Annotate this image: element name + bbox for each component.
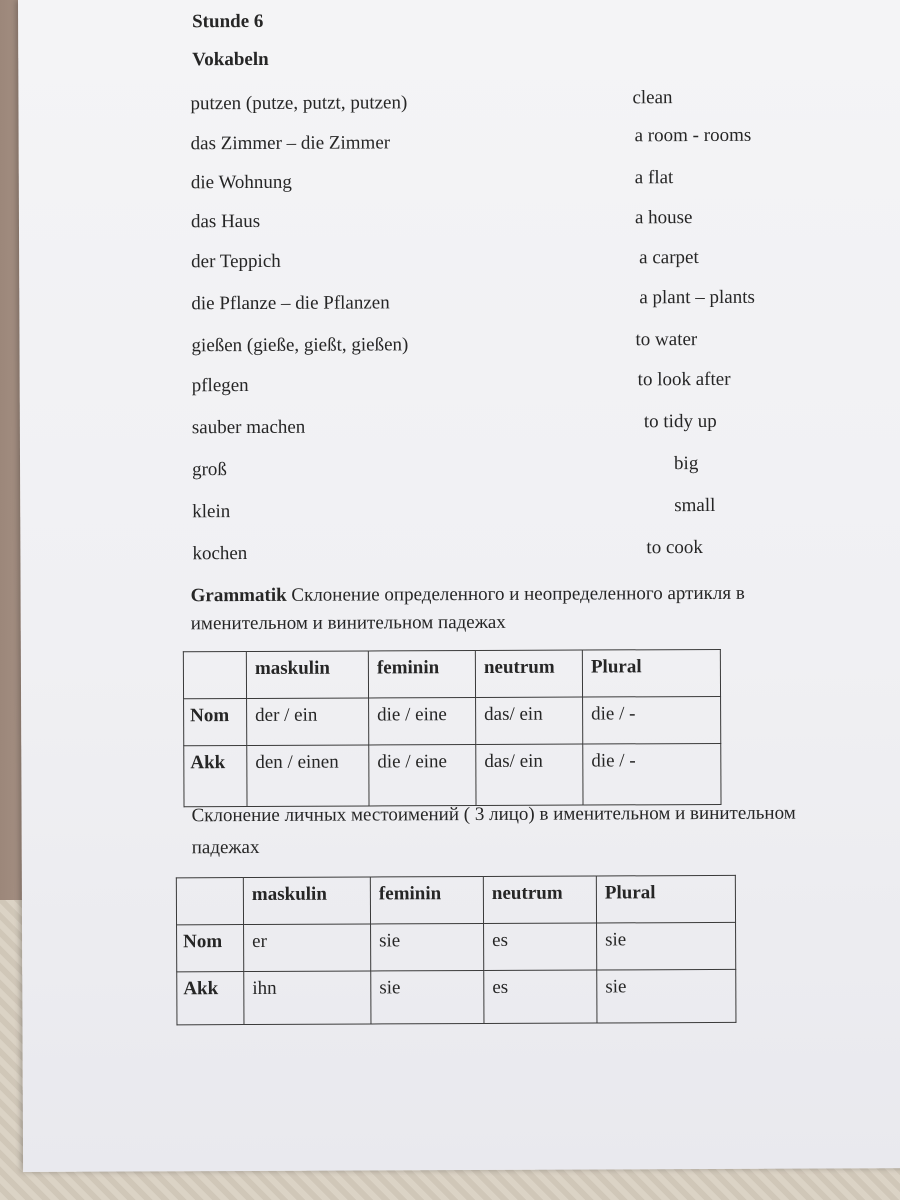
vocab-en: a flat [634, 167, 674, 189]
vocab-de: das Haus [190, 210, 261, 233]
vocab-en: to look after [637, 368, 731, 391]
vocab-en: clean [632, 87, 673, 109]
column-header: maskulin [246, 651, 368, 699]
column-header: maskulin [243, 877, 370, 925]
pronoun-table-title: Склонение личных местоимений ( 3 лицо) в именительном и винительном [191, 802, 796, 827]
row-header: Akk [177, 972, 244, 1025]
row-header: Nom [184, 699, 247, 746]
vocab-en: to cook [646, 537, 703, 559]
worksheet-page [18, 0, 900, 1172]
pronoun-table-title-cont: падежах [191, 836, 260, 859]
article-table-title-cont: именительном и винительном падежах [190, 611, 506, 635]
article-table-title: Склонение определенного и неопределенного артикля в [291, 582, 745, 606]
row-header: Akk [184, 746, 247, 807]
vocab-en: small [674, 494, 716, 517]
table-cell: sie [597, 922, 736, 970]
table-cell: den / einen [247, 745, 369, 807]
table-corner-cell [176, 878, 243, 925]
vocab-de: putzen (putze, putzt, putzen) [190, 92, 408, 115]
table-cell: die / eine [369, 745, 476, 806]
vocab-de: pflegen [191, 374, 249, 397]
table-row [177, 969, 736, 1024]
table-cell: der / ein [247, 698, 369, 746]
grammar-heading [191, 583, 745, 607]
table-cell: das/ ein [476, 697, 583, 744]
table-row [184, 743, 721, 806]
table-cell: er [244, 924, 371, 972]
column-header: neutrum [475, 650, 582, 697]
vocab-en: a room - rooms [634, 124, 752, 147]
column-header: feminin [370, 876, 483, 923]
column-header: Plural [596, 875, 735, 923]
vocab-de: gießen (gieße, gießt, gießen) [191, 334, 409, 357]
row-header: Nom [177, 925, 244, 972]
table-cell: das/ ein [476, 744, 583, 805]
column-header: feminin [368, 651, 475, 698]
table-row [177, 922, 736, 971]
table-cell: es [484, 970, 597, 1023]
vocab-de: groß [192, 459, 227, 481]
table-header-row [176, 875, 735, 924]
table-cell: sie [371, 970, 484, 1023]
table-corner-cell [183, 652, 246, 699]
table-cell: sie [371, 923, 484, 970]
table-cell: die / - [583, 743, 721, 805]
vocab-heading: Vokabeln [192, 48, 269, 71]
table-header-row [183, 649, 720, 698]
column-header: neutrum [483, 876, 596, 923]
table-cell: es [484, 923, 597, 970]
vocab-de: der Teppich [191, 250, 281, 273]
pronoun-declension-table [176, 875, 737, 1025]
vocab-en: to tidy up [643, 410, 717, 433]
vocab-en: a house [634, 207, 693, 229]
table-cell: die / - [583, 696, 721, 744]
vocab-en: big [673, 453, 699, 475]
table-cell: sie [597, 969, 736, 1023]
vocab-de: das Zimmer – die Zimmer [190, 132, 391, 155]
vocab-en: to water [635, 329, 698, 351]
vocab-de: die Wohnung [190, 171, 292, 194]
vocab-de: klein [192, 501, 231, 523]
article-declension-table [183, 649, 722, 807]
grammar-label: Grammatik [190, 584, 287, 607]
vocab-de: die Pflanze – die Pflanzen [191, 292, 390, 315]
table-cell: ihn [244, 971, 371, 1025]
table-cell: die / eine [369, 698, 476, 745]
vocab-en: a carpet [639, 247, 699, 269]
table-row [184, 696, 721, 745]
column-header: Plural [582, 649, 720, 697]
lesson-title: Stunde 6 [192, 10, 264, 33]
vocab-de: kochen [192, 543, 248, 565]
vocab-en: a plant – plants [639, 286, 755, 309]
vocab-de: sauber machen [191, 416, 306, 439]
